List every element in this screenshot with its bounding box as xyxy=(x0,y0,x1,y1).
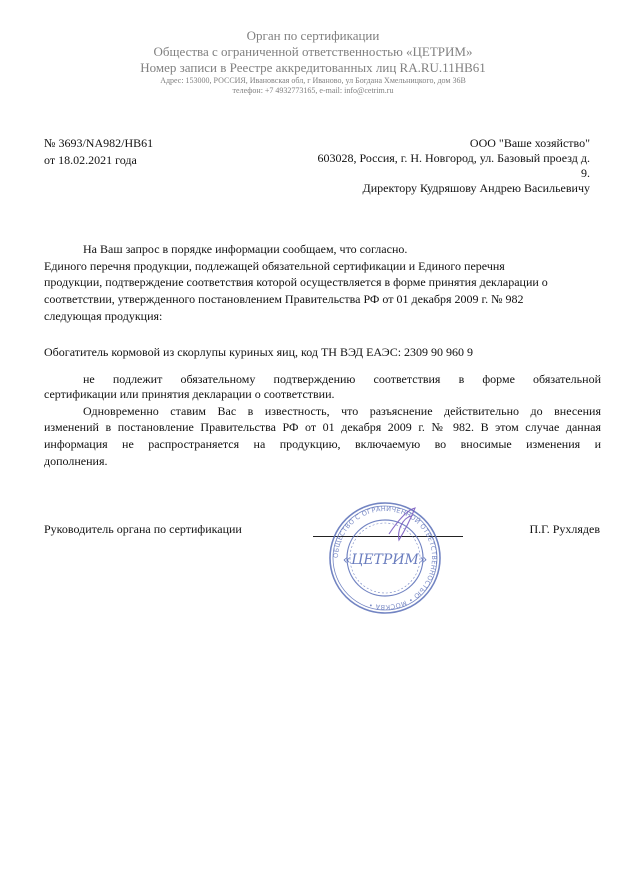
signatory-name: П.Г. Рухлядев xyxy=(529,522,600,536)
company-seal-stamp xyxy=(327,500,443,616)
body-paragraph-2-line-1: не подлежит обязательному подтверждению соответствия в форме обязательной xyxy=(83,372,601,386)
header-address: Адрес: 153000, РОССИЯ, Ивановская обл, г Иваново, ул Богдана Хмельницкого, дом 36В xyxy=(160,76,466,85)
body-paragraph-1-line-5: следующая продукция: xyxy=(44,309,163,323)
header-company-line: Общества с ограниченной ответственностью «ЦЕТРИМ» xyxy=(153,44,473,59)
product-line: Обогатитель кормовой из скорлупы куриных яиц, код ТН ВЭД ЕАЭС: 2309 90 960 9 xyxy=(44,345,474,359)
body-paragraph-1-line-2: Единого перечня продукции, подлежащей обязательной сертификации и Единого перечня xyxy=(44,259,505,273)
reference-number: № 3693/NA982/НВ61 xyxy=(44,136,154,150)
body-paragraph-3-line-2: изменений в постановление Правительства РФ от 01 декабря 2009 г. № 982. В этом случае данная xyxy=(44,420,601,434)
recipient-org: ООО "Ваше хозяйство" xyxy=(469,136,590,150)
body-paragraph-3-line-3: информация не распространяется на продукцию, включаемую во вносимые изменения и xyxy=(44,437,601,451)
header-contacts: телефон: +7 4932773165, e-mail: info@cetrim.ru xyxy=(232,86,394,95)
body-paragraph-1-line-4: соответствии, утвержденного постановлением Правительства РФ от 01 декабря 2009 г. № 982 xyxy=(44,292,524,306)
stamp-center-text: «ЦЕТРИМ» xyxy=(342,552,428,568)
stamp-ring-text: ОБЩЕСТВО С ОГРАНИЧЕННОЙ ОТВЕТСТВЕННОСТЬЮ • МОСКВА • xyxy=(331,504,439,612)
reference-date: от 18.02.2021 года xyxy=(44,153,137,167)
header-org-line: Орган по сертификации xyxy=(246,28,380,43)
header-registry-line: Номер записи в Реестре аккредитованных лиц RA.RU.11НВ61 xyxy=(140,60,486,75)
body-paragraph-3-line-1: Одновременно ставим Вас в известность, что разъяснение действительно до внесения xyxy=(83,404,601,418)
body-paragraph-3-line-4: дополнения. xyxy=(44,454,108,468)
recipient-address-line1: 603028, Россия, г. Н. Новгород, ул. Базовый проезд д. xyxy=(317,151,590,165)
recipient-address-line2: 9. xyxy=(581,166,590,180)
body-paragraph-2-line-2: сертификации или принятия декларации о соответствии. xyxy=(44,387,335,401)
signature-position: Руководитель органа по сертификации xyxy=(44,522,242,536)
body-paragraph-1-line-3: продукции, подтверждение соответствия которой осуществляется в форме принятия декларации о xyxy=(44,275,548,289)
recipient-director: Директору Кудряшову Андрею Васильевичу xyxy=(362,181,590,195)
body-paragraph-1-line-1: На Ваш запрос в порядке информации сообщаем, что согласно. xyxy=(83,242,408,256)
